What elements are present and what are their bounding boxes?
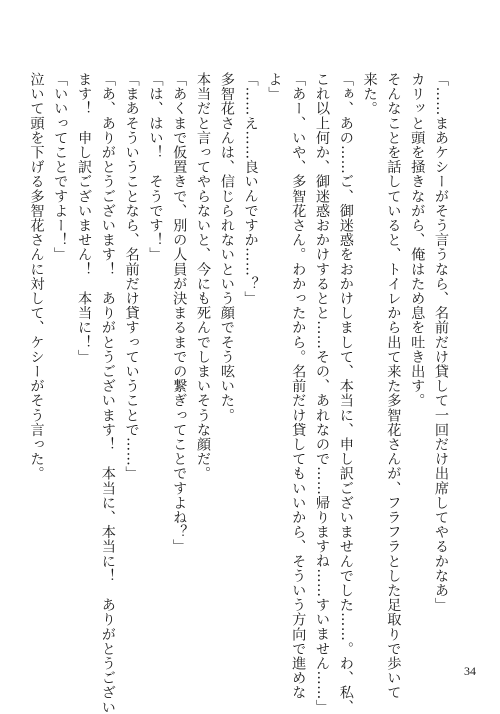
text-line: これ以上何か、御迷惑おかけするとと……その、あれなので……帰りますね……すいません……」 (314, 72, 331, 714)
text-line: 「ぁ、あの……ご、御迷惑をおかけしまして、本当に、申し訳ございませんでした……。わ、私、 (337, 72, 354, 714)
text-line: 泣いて頭を下げる多智花さんに対して、ケシーがそう言った。 (28, 72, 45, 481)
text-line: 「……え……良いんですか……？」 (242, 72, 259, 306)
text-line: 「まあそういうことなら、名前だけ貸すっていうことで……」 (123, 72, 140, 481)
text-line: ます！ 申し訳ございません！ 本当に！」 (76, 72, 93, 364)
vertical-text-body (28, 72, 452, 714)
text-line: 「は、はい！ そうです！」 (147, 72, 164, 262)
page-number: 34 (464, 664, 476, 678)
text-line: 多智花さんは、信じられないという顔でそう呟いた。 (218, 72, 235, 423)
text-line: 「あー、いや、多智花さん。わかったから。名前だけ貸してもいいから、そういう方向で進めな (290, 72, 307, 700)
text-line: 来た。 (361, 72, 378, 116)
text-line: 「あくまで仮置きで、別の人員が決まるまでの繋ぎってことですよね？」 (171, 72, 188, 554)
text-line: そんなことを話していると、トイレから出て来た多智花さんが、フラフラとした足取りで歩いて (385, 72, 402, 700)
text-line: よ」 (266, 72, 283, 102)
text-line: カリッと頭を掻きながら、俺はため息を吐き出す。 (409, 72, 426, 408)
text-line: 「あ、ありがとうございます！ ありがとうございます！ 本当に、本当に！ ありがとうござい (99, 72, 116, 714)
text-line: 「……まあケシーがそう言うなら、名前だけ貸して一回だけ出席してやるかなあ」 (433, 72, 449, 613)
text-line: 「いいってことですよー！」 (52, 72, 69, 262)
text-line: 本当だと言ってやらないと、今にも死んでしまいそうな顔だ。 (195, 72, 212, 481)
